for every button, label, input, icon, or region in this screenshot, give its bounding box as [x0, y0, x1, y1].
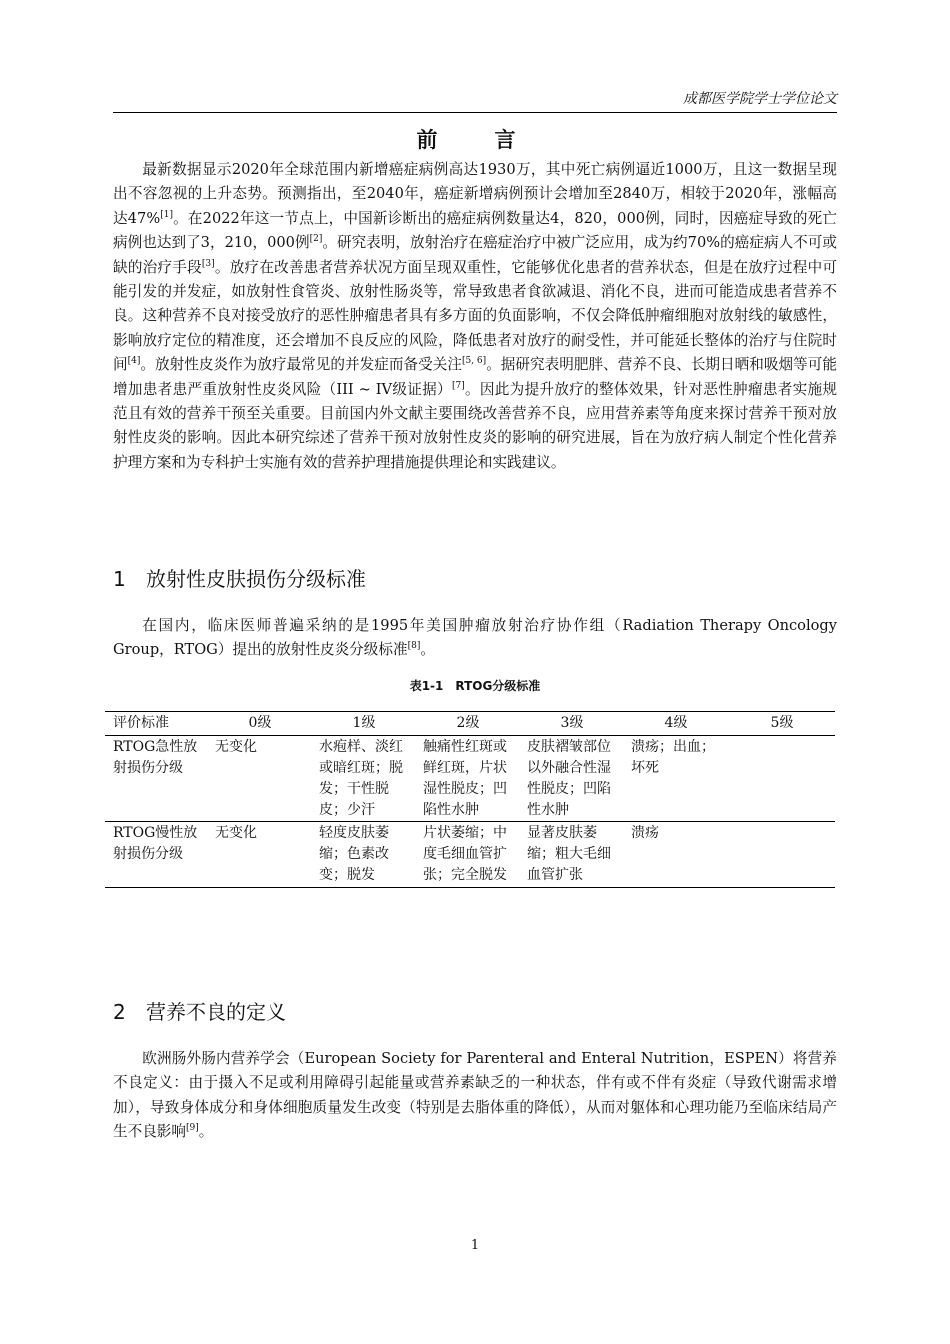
citation-8: [8] — [407, 641, 421, 652]
table-row — [105, 736, 835, 822]
intro-text-5: 。放射性皮炎作为放疗最常见的并发症而备受关注 — [140, 356, 462, 374]
citation-3: [3] — [201, 258, 215, 269]
table-cell: 无变化 — [215, 825, 257, 841]
section-1-title: 放射性皮肤损伤分级标准 — [146, 567, 366, 591]
section-1-text-end: 。 — [420, 641, 435, 659]
citation-5-6: [5, 6] — [461, 356, 487, 367]
section-1-text: 在国内，临床医师普遍采纳的是1995年美国肿瘤放射治疗协作组（Radiation Therapy Oncology Group，RTOG）提出的放射性皮炎分级标准 — [113, 617, 837, 659]
section-2-text-end: 。 — [198, 1123, 214, 1141]
intro-text-6: 。据研究表明肥胖、营养不良、长期日晒和吸烟等可能增加患者患严重放射性皮炎风险（III ~ IV级证据） — [113, 356, 837, 398]
intro-paragraph — [113, 158, 837, 475]
citation-7: [7] — [451, 380, 465, 391]
citation-9: [9] — [185, 1123, 199, 1134]
section-1-paragraph — [113, 614, 837, 663]
table-cell: RTOG慢性放射损伤分级 — [113, 825, 198, 862]
header-grade-1: 1级 — [352, 715, 376, 731]
section-2-paragraph — [113, 1047, 837, 1145]
header-grade-3: 3级 — [560, 715, 584, 731]
section-2-heading — [113, 996, 286, 1025]
table-cell: 水疱样、淡红或暗红斑；脱发；干性脱皮；少汗 — [319, 739, 403, 818]
running-header: 成都医学院学士学位论文 — [113, 88, 837, 113]
header-criteria: 评价标准 — [113, 715, 169, 731]
header-grade-4: 4级 — [664, 715, 688, 731]
table-cell — [727, 822, 835, 888]
section-2-number: 2 — [113, 1000, 126, 1024]
section-2-title: 营养不良的定义 — [146, 1000, 286, 1024]
table-cell: 片状萎缩；中度毛细血管扩张；完全脱发 — [423, 825, 507, 883]
table-cell: 溃疡 — [631, 825, 659, 841]
table-cell: 无变化 — [215, 739, 257, 755]
section-2-text: 欧洲肠外肠内营养学会（European Society for Parenteral and Enteral Nutrition，ESPEN）将营养不良定义：由于摄入不足或利用障碍引起能量或营养素缺乏的一种状态，伴有或不伴有炎症（导致代谢需求增加），导致身体成分和身体细胞质量发生改变（特别是去脂体重的降低），从而对躯体和心理功能乃至临床结局产生不良影响 — [113, 1050, 837, 1141]
table-header-row — [105, 712, 835, 736]
table-row — [105, 822, 835, 888]
table-caption: 表1-1 RTOG分级标准 — [409, 679, 541, 693]
citation-1: [1] — [160, 209, 173, 220]
table-cell — [727, 736, 835, 822]
section-1-number: 1 — [113, 567, 126, 591]
section-1-heading — [113, 563, 366, 592]
table-cell: 溃疡；出血；坏死 — [631, 739, 715, 776]
rtog-grading-table — [105, 711, 835, 888]
citation-4: [4] — [127, 356, 141, 367]
intro-text-4: 。放疗在改善患者营养状况方面呈现双重性，它能够优化患者的营养状态，但是在放疗过程中可能引发的并发症，如放射性食管炎、放射性肠炎等，常导致患者食欲减退、消化不良，进而可能造成患者营养不良。这种营养不良对接受放疗的恶性肿瘤患者具有多方面的负面影响，不仅会降低肿瘤细胞对放射线的敏感性，影响放疗定位的精准度，还会增加不良反应的风险，降低患者对放疗的耐受性，并可能延长整体的治疗与住院时间 — [113, 258, 837, 374]
header-grade-5: 5级 — [770, 715, 794, 731]
table-cell: 轻度皮肤萎缩；色素改变；脱发 — [319, 825, 389, 883]
table-cell: 显著皮肤萎缩；粗大毛细血管扩张 — [527, 825, 611, 883]
header-grade-2: 2级 — [456, 715, 480, 731]
intro-text-2: 。在2022年这一节点上，中国新诊断出的癌症病例数量达4，820，000例，同时，因癌症导致的死亡病例也达到了3，210，000例 — [113, 209, 838, 252]
page-title: 前 言 — [416, 128, 534, 152]
page-number: 1 — [470, 1238, 480, 1253]
table-cell: RTOG急性放射损伤分级 — [113, 739, 198, 776]
intro-text-3: 。研究表明，放射治疗在癌症治疗中被广泛应用，成为约70%的癌症病人不可或缺的治疗手段 — [113, 234, 837, 276]
citation-2: [2] — [309, 234, 323, 245]
table-cell: 触痛性红斑或鲜红斑，片状湿性脱皮；凹陷性水肿 — [423, 739, 507, 818]
header-grade-0: 0级 — [248, 715, 272, 731]
intro-text-1: 最新数据显示2020年全球范围内新增癌症病例高达1930万，其中死亡病例逼近1000万，且这一数据呈现出不容忽视的上升态势。预测指出，至2040年，癌症新增病例预计会增加至2840万，相较于2020年，涨幅高达47% — [113, 161, 837, 227]
table-cell: 皮肤褶皱部位以外融合性湿性脱皮；凹陷性水肿 — [527, 739, 611, 818]
intro-text-7: 。因此为提升放疗的整体效果，针对恶性肿瘤患者实施规范且有效的营养干预至关重要。目前国内外文献主要围绕改善营养不良，应用营养素等角度来探讨营养干预对放射性皮炎的影响。因此本研究综述了营养干预对放射性皮炎的影响的研究进展，旨在为放疗病人制定个性化营养护理方案和为专科护士实施有效的营养护理措施提供理论和实践建议。 — [113, 380, 837, 471]
